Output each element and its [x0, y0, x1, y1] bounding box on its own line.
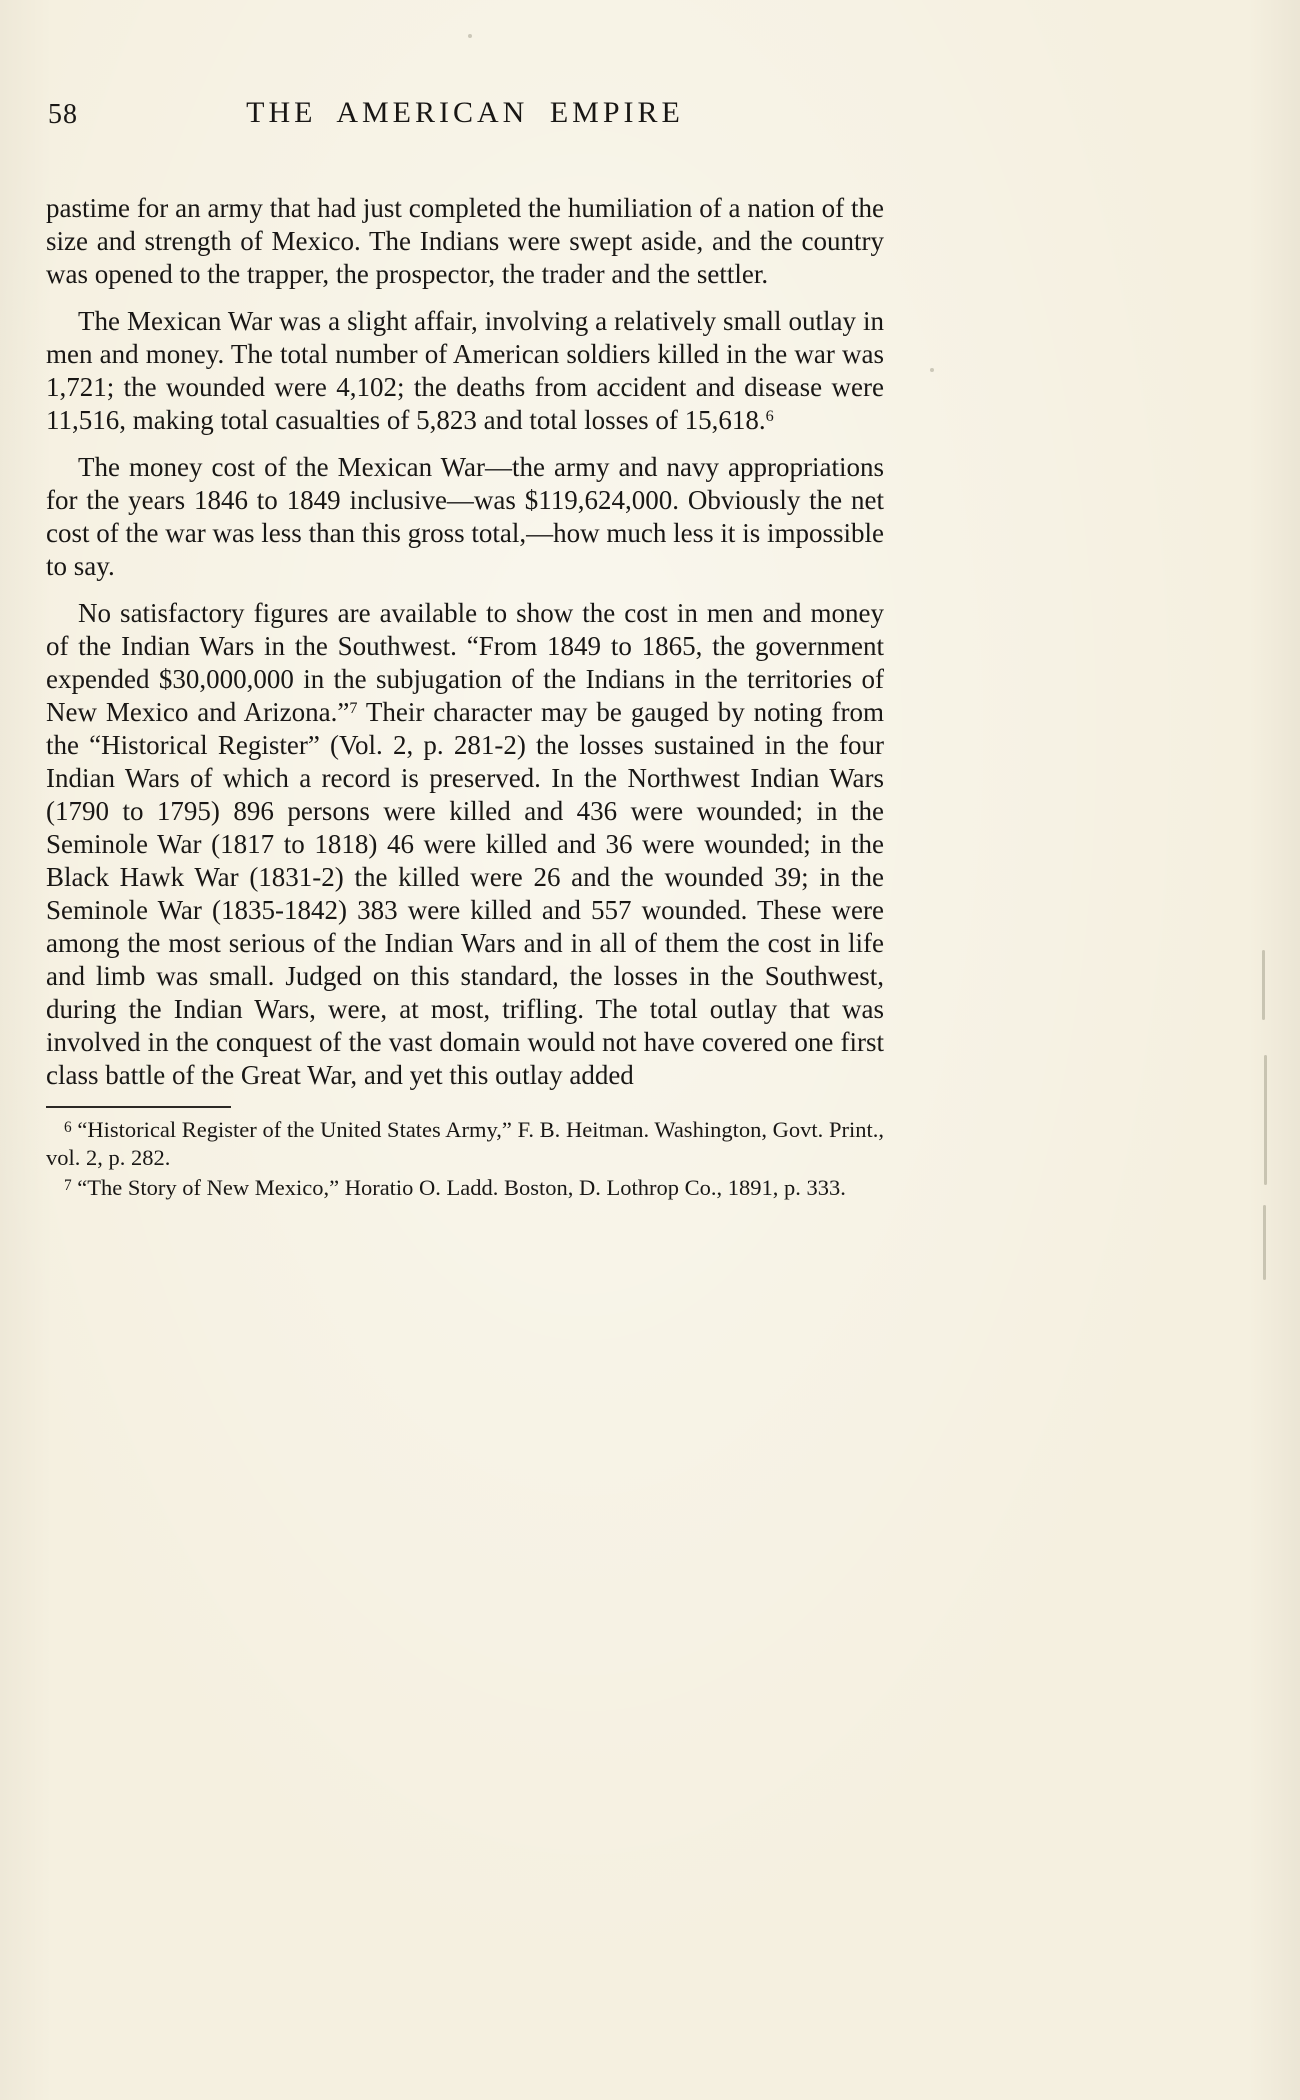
paragraph-continuation: pastime for an army that had just completed the humiliation of a nation of the size and strength of Mexico. The Indians were swept aside, and the country was opened to the trapper, the prospector, the trader and the settler.	[46, 193, 884, 289]
footnote-reference-7: 7	[349, 698, 358, 717]
paragraph: The money cost of the Mexican War—the army and navy appropriations for the years 1846 to 1849 inclusive—was $119,624,000. Obviously the net cost of the war was less than this gross total,—how much less it is impossible to say.	[46, 452, 884, 581]
page-header	[46, 0, 884, 138]
scan-artifact	[468, 34, 472, 38]
body-text	[46, 192, 884, 1092]
paragraph-text: The Mexican War was a slight affair, involving a relatively small outlay in men and money. The total number of American soldiers killed in the war was 1,721; the wounded were 4,102; the deaths from accident and disease were 11,516, making total casualties of 5,823 and total losses of 15,618.	[46, 306, 884, 435]
footnote-reference-6: 6	[765, 406, 774, 425]
text-column	[46, 0, 884, 1204]
footnote-marker-6: 6	[64, 1118, 72, 1136]
page-number: 58	[48, 99, 78, 130]
paragraph	[46, 305, 884, 437]
footnote-divider	[46, 1106, 231, 1108]
paragraph-text: Their character may be gauged by noting from the “Historical Register” (Vol. 2, p. 281-2) the losses sustained in the four Indian Wars of which a record is preserved. In the Northwest Indian Wars (1790 to 1795) 896 persons were killed and 436 were wounded; in the Seminole War (1817 to 1818) 46 were killed and 36 were wounded; in the Black Hawk War (1831-2) the killed were 26 and the wounded 39; in the Seminole War (1835-1842) 383 were killed and 557 wounded. These were among the most serious of the Indian Wars and in all of them the cost in life and limb was small. Judged on this standard, the losses in the Southwest, during the Indian Wars, were, at most, trifling. The total outlay that was involved in the conquest of the vast domain would not have covered one first class battle of the Great War, and yet this outlay added	[46, 697, 884, 1090]
paragraph-text: No satisfactory figures are available to show the cost in men and money of the Indian Wars in the Southwest. “From 1849 to 1865, the government expended $30,000,000 in the subjugation of the Indians in the territories of New Mexico and Arizona.”	[46, 598, 884, 727]
scan-artifact	[930, 368, 934, 372]
scan-artifact	[1264, 1055, 1267, 1185]
footnote-text: “Historical Register of the United States Army,” F. B. Heitman. Washington, Govt. Print., vol. 2, p. 282.	[46, 1117, 884, 1170]
footnote	[46, 1174, 884, 1202]
footnote-marker-7: 7	[64, 1176, 72, 1194]
footnotes-section	[46, 1106, 884, 1202]
running-title: THE AMERICAN EMPIRE	[246, 96, 684, 129]
footnote	[46, 1116, 884, 1172]
scan-artifact	[1263, 1205, 1266, 1280]
paragraph	[46, 597, 884, 1092]
scan-artifact	[1262, 950, 1265, 1020]
footnote-text: “The Story of New Mexico,” Horatio O. Ladd. Boston, D. Lothrop Co., 1891, p. 333.	[71, 1175, 846, 1200]
